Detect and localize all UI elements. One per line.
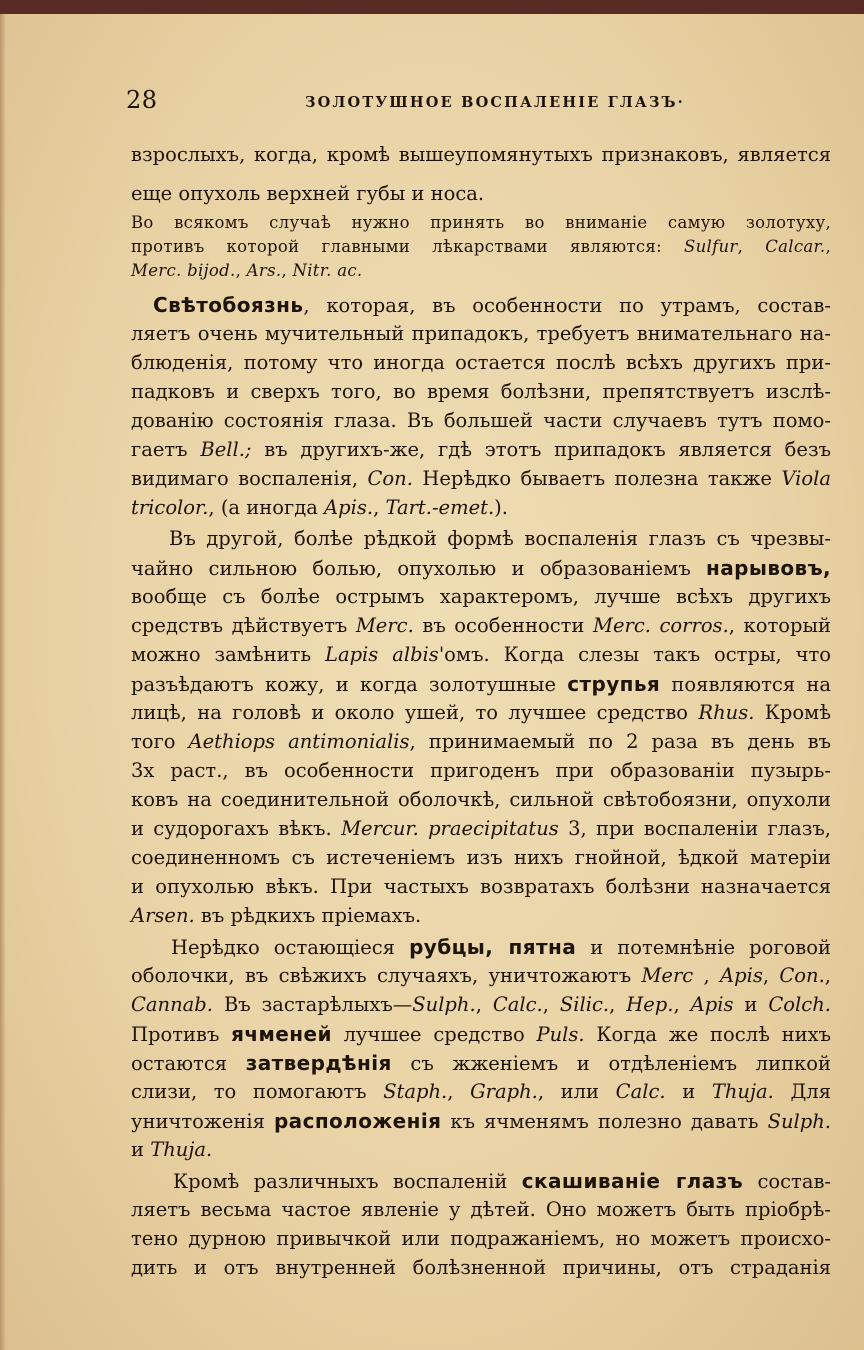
bold-term: ячменей (231, 1022, 332, 1046)
text-line (131, 236, 831, 258)
text-line (131, 642, 831, 668)
text-run: лучшее средство (331, 1023, 537, 1046)
text-line (131, 408, 831, 434)
text-run: Въ другой, болѣе рѣдкой формѣ воспаленія глазъ съ чрезвы- (169, 527, 831, 550)
bold-term: затвердѣнія (245, 1051, 392, 1075)
text-line (131, 437, 831, 463)
text-line (131, 1137, 831, 1163)
text-run: еще опухоль верхней губы и носа. (131, 182, 485, 205)
text-run: Противъ (131, 1023, 232, 1046)
text-run: въ особенности (413, 614, 593, 637)
latin-remedy: Merc. corros. (593, 614, 729, 637)
text-run: ). (494, 496, 508, 519)
text-run: , или (537, 1080, 616, 1103)
text-run: , которая, въ особенности по утрамъ, состав- (303, 294, 831, 317)
text-run: лицѣ, на головѣ и около ушей, то лучшее средство (131, 701, 699, 724)
text-line (131, 613, 831, 639)
text-run: ляетъ весьма частое явленіе у дѣтей. Оно можетъ быть пріобрѣ- (131, 1198, 831, 1221)
text-line (131, 700, 831, 726)
text-line (131, 1255, 831, 1281)
bold-term: рубцы, пятна (409, 935, 577, 959)
text-line (131, 1079, 831, 1105)
latin-remedy: Merc (641, 964, 694, 987)
text-run: , (542, 993, 560, 1016)
latin-remedy: Apis. (324, 496, 374, 519)
text-line (131, 1226, 831, 1252)
text-run: 3х раст., въ особенности пригоденъ при образованіи пузырь- (131, 759, 831, 782)
latin-remedy: Nitr. ac. (292, 261, 363, 280)
text-run: Въ застарѣлыхъ— (212, 993, 413, 1016)
latin-remedy: Thuja. (150, 1138, 213, 1161)
text-run: , принимаемый по 2 раза въ день въ (409, 730, 831, 753)
text-run: гаетъ (131, 438, 201, 461)
text-line (131, 466, 831, 492)
text-line (131, 758, 831, 784)
latin-remedy: Staph. (383, 1080, 448, 1103)
text-run: остаются (131, 1052, 246, 1075)
text-run: , (235, 261, 247, 280)
bold-term: скашиваніе глазъ (521, 1169, 744, 1193)
text-line (131, 934, 831, 961)
text-run: , (737, 237, 766, 256)
text-run: Кромѣ (754, 701, 831, 724)
latin-remedy: Merc. bijod. (131, 261, 236, 280)
text-run: , (825, 237, 832, 256)
text-run: слизи, то помогаютъ (131, 1080, 384, 1103)
text-run: , (475, 993, 493, 1016)
latin-remedy: Silic. (559, 993, 610, 1016)
text-run: появляются на (660, 673, 831, 696)
text-line (131, 350, 831, 376)
latin-remedy: Sulfur (683, 237, 738, 256)
latin-remedy: Viola (781, 467, 831, 490)
latin-remedy: Thuja. (711, 1080, 774, 1103)
latin-remedy: Sulph. (767, 1110, 831, 1133)
text-line (131, 1168, 831, 1195)
bold-term: Свѣтобоязнь (153, 293, 304, 317)
text-line (131, 903, 831, 929)
text-run: съ жженіемъ и отдѣленіемъ липкой (391, 1052, 831, 1075)
text-line (131, 1021, 831, 1048)
text-line (131, 584, 831, 610)
text-line (131, 292, 831, 319)
text-run: къ ячменямъ полезно давать (441, 1110, 768, 1133)
latin-remedy: Merc. (355, 614, 414, 637)
text-run: видимаго воспаленія, (131, 467, 368, 490)
text-run: вообще съ болѣе острымъ характеромъ, лучше всѣхъ другихъ (131, 585, 831, 608)
text-line (131, 1108, 831, 1135)
latin-remedy: Mercur. praecipitatus (341, 817, 559, 840)
text-line (131, 142, 831, 168)
text-run: взрослыхъ, когда, кромѣ вышеупомянутыхъ признаковъ, является (131, 143, 831, 166)
latin-remedy: Tart.-emet. (385, 496, 495, 519)
text-line (131, 181, 831, 207)
text-run: можно замѣнить (131, 643, 325, 666)
text-run: и (665, 1080, 712, 1103)
text-run: противъ которой главными лѣкарствами являются: (131, 237, 684, 256)
latin-remedy: Calcar. (765, 237, 826, 256)
text-run: , (762, 964, 780, 987)
text-line (131, 992, 831, 1018)
latin-remedy: Sulph. (412, 993, 476, 1016)
text-line (131, 212, 831, 234)
text-line (131, 260, 831, 282)
page-edge-shadow (0, 14, 6, 1350)
text-run: 'омъ. Когда слезы такъ остры, что (438, 643, 831, 666)
latin-remedy: Arsen. (131, 904, 195, 927)
text-line (131, 1197, 831, 1223)
text-run: и (733, 993, 769, 1016)
text-run: , (а иногда (208, 496, 325, 519)
text-run: того (131, 730, 189, 753)
text-run: Нерѣдко бываетъ полезна также (412, 467, 782, 490)
text-run: , (824, 964, 831, 987)
text-line (131, 379, 831, 405)
text-run: чайно сильною болью, опухолью и образованіемъ (131, 557, 706, 580)
text-run: , который (728, 614, 831, 637)
text-run: разъѣдаютъ кожу, и когда золотушные (131, 673, 568, 696)
text-run: , (673, 993, 691, 1016)
latin-remedy: Bell.; (200, 438, 252, 461)
latin-remedy: Ars. (246, 261, 282, 280)
text-run: въ другихъ-же, гдѣ этотъ припадокъ является безъ (251, 438, 832, 461)
text-line (131, 845, 831, 871)
text-run: и (131, 1138, 151, 1161)
text-line (131, 963, 831, 989)
latin-remedy: Apis (690, 993, 734, 1016)
text-run: средствъ дѣйствуетъ (131, 614, 356, 637)
text-run: , (373, 496, 386, 519)
latin-remedy: Apis (720, 964, 763, 987)
text-run: , (281, 261, 293, 280)
text-run: соединенномъ съ истеченіемъ изъ нихъ гнойной, ѣдкой матеріи (131, 846, 831, 869)
text-run: Во всякомъ случаѣ нужно принять во вниманіе самую золотуху, (131, 213, 831, 232)
text-run: и потемнѣніе роговой (576, 936, 831, 959)
text-run: Для (773, 1080, 831, 1103)
text-run: и судорогахъ вѣкъ. (131, 817, 342, 840)
latin-remedy: Calc. (615, 1080, 666, 1103)
latin-remedy: Graph. (470, 1080, 538, 1103)
text-run: , (609, 993, 627, 1016)
text-run: дить и отъ внутренней болѣзненной причины, отъ страданія (131, 1256, 831, 1279)
text-run: блюденія, потому что иногда остается послѣ всѣхъ другихъ при- (131, 351, 831, 374)
text-run: уничтоженія (131, 1110, 274, 1133)
text-line (131, 787, 831, 813)
text-run: и опухолью вѣкъ. При частыхъ возвратахъ болѣзни назначается (131, 875, 831, 898)
text-run: падковъ и сверхъ того, во время болѣзни, препятствуетъ изслѣ- (131, 380, 831, 403)
running-title: ЗОЛОТУШНОЕ ВОСПАЛЕНІЕ ГЛАЗЪ· (305, 94, 685, 111)
latin-remedy: Con. (779, 964, 825, 987)
page-number: 28 (126, 86, 158, 114)
latin-remedy: Calc. (492, 993, 543, 1016)
bold-term: струпья (567, 672, 661, 696)
text-run: состав- (743, 1170, 832, 1193)
text-run: Кромѣ различныхъ воспаленій (173, 1170, 522, 1193)
text-line (131, 321, 831, 347)
text-run: 3, при воспаленіи глазъ, (558, 817, 832, 840)
latin-remedy: Con. (367, 467, 413, 490)
latin-remedy: tricolor. (131, 496, 209, 519)
bold-term: расположенія (273, 1109, 442, 1133)
text-run: , (693, 964, 721, 987)
text-run: оболочки, въ свѣжихъ случаяхъ, уничтожаютъ (131, 964, 642, 987)
bold-term: нарывовъ, (706, 556, 831, 580)
text-run: Когда же послѣ нихъ (584, 1023, 832, 1046)
page-header (0, 86, 864, 120)
latin-remedy: Rhus. (698, 701, 755, 724)
text-line (131, 1050, 831, 1077)
latin-remedy: Puls. (536, 1023, 585, 1046)
text-run: Нерѣдко остающіеся (171, 936, 410, 959)
text-run: тено дурною привычкой или подражаніемъ, но можетъ происхо- (131, 1227, 831, 1250)
text-run: ковъ на соединительной оболочкѣ, сильной свѣтобоязни, опухоли (131, 788, 831, 811)
text-run: въ рѣдкихъ пріемахъ. (194, 904, 422, 927)
book-page (0, 14, 864, 1350)
latin-remedy: Colch. (768, 993, 831, 1016)
text-line (131, 555, 831, 582)
latin-remedy: Cannab. (131, 993, 213, 1016)
latin-remedy: Lapis albis (325, 643, 439, 666)
text-line (131, 816, 831, 842)
latin-remedy: Hep. (626, 993, 674, 1016)
text-line (131, 729, 831, 755)
text-run: ляетъ очень мучительный припадокъ, требуетъ внимательнаго на- (131, 322, 831, 345)
text-line (131, 671, 831, 698)
text-line (131, 874, 831, 900)
latin-remedy: Aethiops antimonialis (188, 730, 410, 753)
text-run: , (447, 1080, 471, 1103)
text-line (131, 495, 831, 521)
text-run: дованію состоянія глаза. Въ большей части случаевъ тутъ помо- (131, 409, 831, 432)
text-line (131, 526, 831, 552)
